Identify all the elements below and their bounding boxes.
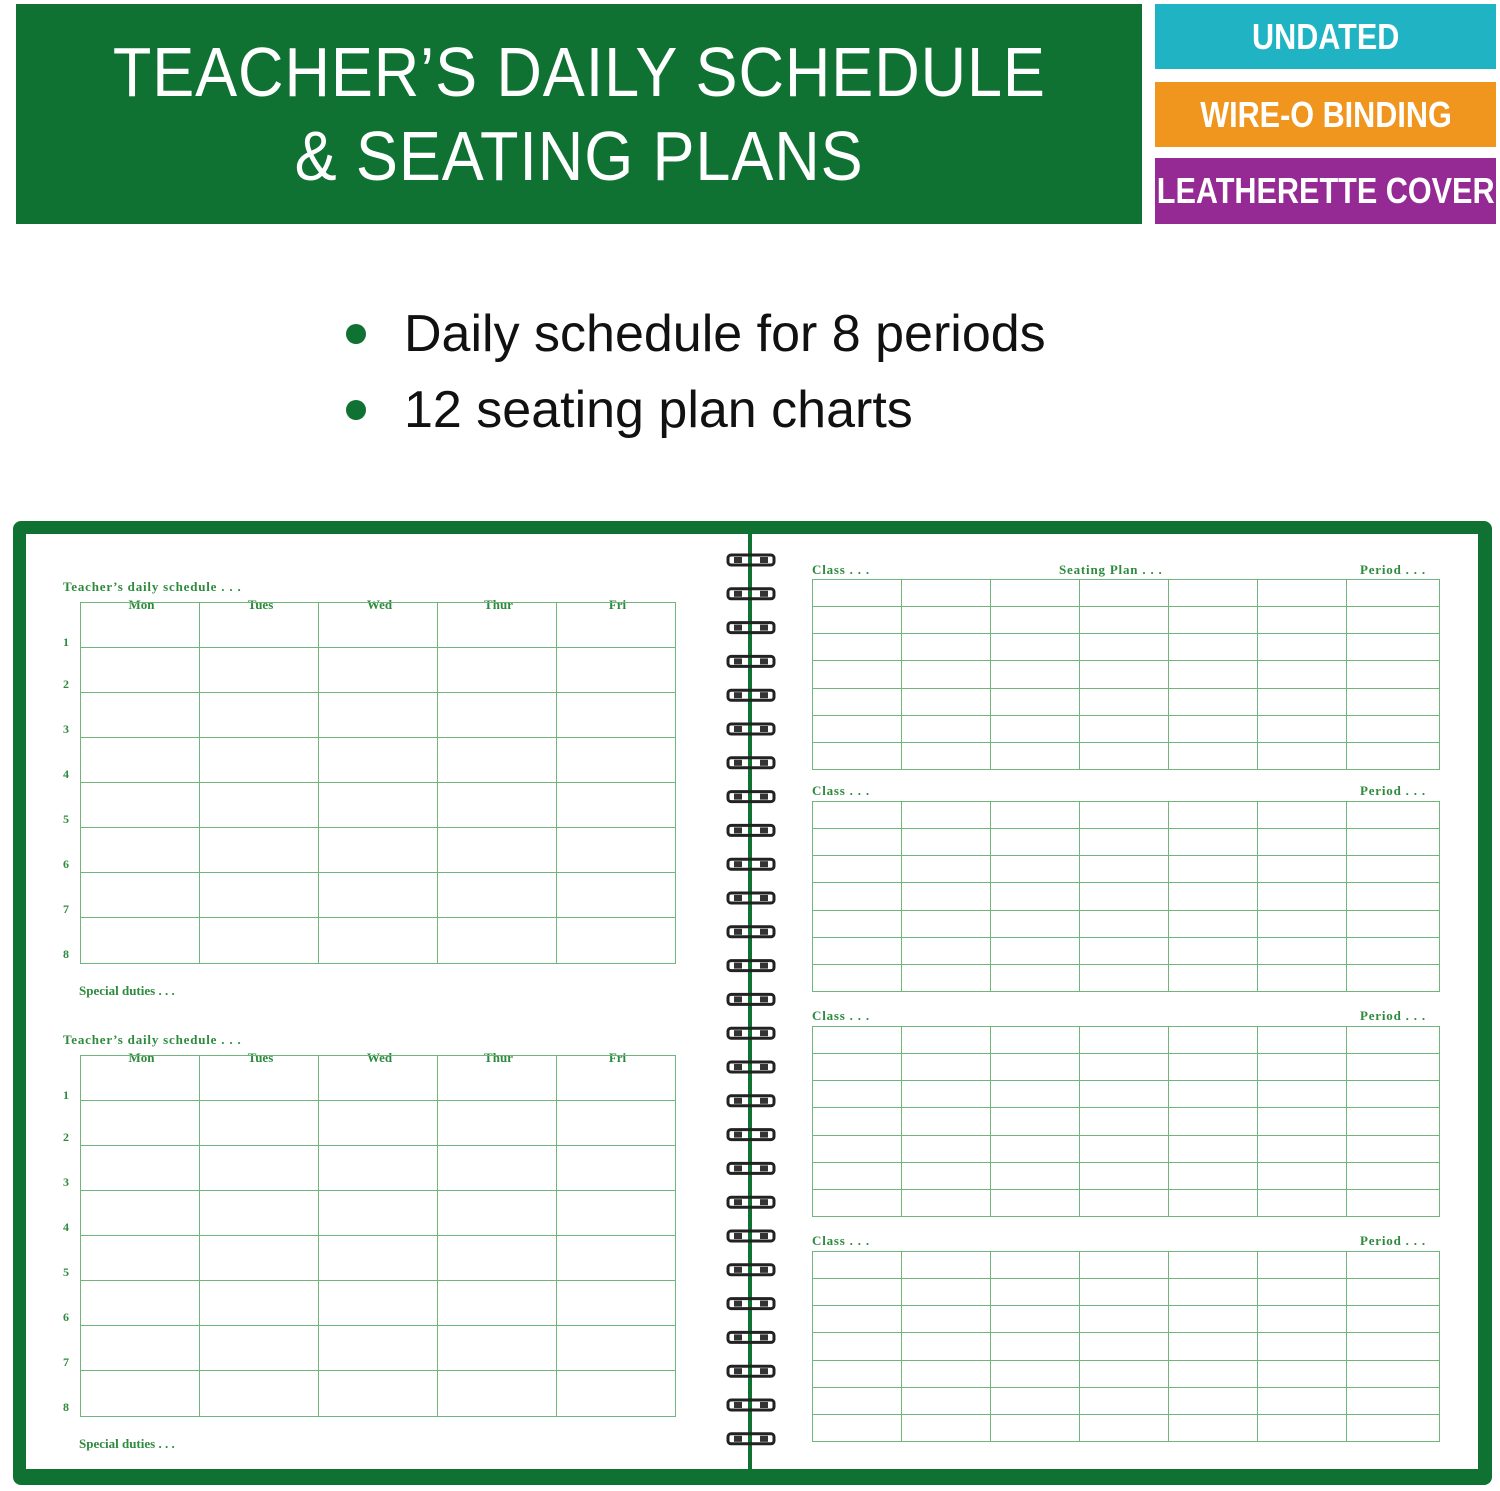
- coil-loop: [728, 1332, 774, 1342]
- day-label: Fri: [608, 597, 627, 612]
- period-number: 8: [63, 1400, 69, 1414]
- seating-grid: [812, 801, 1441, 993]
- title-line-2: & SEATING PLANS: [294, 117, 864, 195]
- coil-loop: [728, 859, 774, 869]
- title-banner: [16, 4, 1142, 224]
- period-number: 3: [63, 722, 69, 736]
- class-label: Class . . .: [812, 783, 870, 798]
- period-label: Period . . .: [1360, 1008, 1426, 1023]
- day-label: Wed: [366, 1050, 393, 1065]
- coil-loop: [728, 1400, 774, 1410]
- special-duties-label: Special duties . . .: [79, 983, 175, 998]
- feature-text: Daily schedule for 8 periods: [404, 305, 1046, 363]
- day-label: Mon: [128, 597, 155, 612]
- period-number: 6: [63, 857, 69, 871]
- schedule-grid: [80, 1055, 677, 1418]
- seating-grid: [812, 1251, 1441, 1443]
- coil-loop: [728, 1130, 774, 1140]
- right-page: [752, 534, 1478, 1469]
- coil-loop: [728, 623, 774, 633]
- coil-loop: [728, 724, 774, 734]
- coil-loop: [728, 1197, 774, 1207]
- coil-loop: [728, 555, 774, 565]
- coil-loop: [728, 589, 774, 599]
- feature-list: [340, 296, 1046, 448]
- feature-text: 12 seating plan charts: [404, 381, 913, 439]
- period-number: 3: [63, 1175, 69, 1189]
- coil-loop: [728, 825, 774, 835]
- coil-loop: [728, 758, 774, 768]
- coil-loop: [728, 1028, 774, 1038]
- class-label: Class . . .: [812, 562, 870, 577]
- coil-loop: [728, 1163, 774, 1173]
- class-label: Class . . .: [812, 1008, 870, 1023]
- coil-loop: [728, 1265, 774, 1275]
- day-label: Tues: [247, 1050, 274, 1065]
- coil-loop: [728, 1096, 774, 1106]
- coil-loop: [728, 961, 774, 971]
- schedule-title: Teacher’s daily schedule . . .: [63, 1032, 242, 1047]
- period-number: 2: [63, 677, 69, 691]
- period-label: Period . . .: [1360, 562, 1426, 577]
- seating-plan-label: Seating Plan . . .: [1059, 562, 1163, 577]
- coil-loop: [728, 792, 774, 802]
- coil-loop: [728, 1231, 774, 1241]
- notebook: [13, 521, 1492, 1485]
- day-label: Tues: [247, 597, 274, 612]
- day-label: Mon: [128, 1050, 155, 1065]
- schedule-title: Teacher’s daily schedule . . .: [63, 579, 242, 594]
- feature-item: [340, 296, 1046, 372]
- coil-loop: [728, 690, 774, 700]
- bullet-dot-icon: [346, 324, 366, 344]
- seating-grid: [812, 1026, 1441, 1218]
- wire-o-binding-tag: WIRE-O BINDING: [1155, 82, 1496, 147]
- period-label: Period . . .: [1360, 783, 1426, 798]
- coil-loop: [728, 994, 774, 1004]
- day-label: Fri: [608, 1050, 627, 1065]
- period-label: Period . . .: [1360, 1233, 1426, 1248]
- undated-tag: UNDATED: [1155, 4, 1496, 69]
- special-duties-label: Special duties . . .: [79, 1436, 175, 1451]
- period-number: 8: [63, 947, 69, 961]
- coil-loop: [728, 656, 774, 666]
- period-number: 7: [63, 1355, 69, 1369]
- title-line-1: TEACHER’S DAILY SCHEDULE: [112, 33, 1046, 111]
- coil-loop: [728, 1062, 774, 1072]
- day-label: Thur: [484, 1050, 513, 1065]
- class-label: Class . . .: [812, 1233, 870, 1248]
- coil-loop: [728, 927, 774, 937]
- coil-loop: [728, 1299, 774, 1309]
- coil-loop: [728, 1366, 774, 1376]
- period-number: 2: [63, 1130, 69, 1144]
- coil-loop: [728, 1434, 774, 1444]
- period-number: 1: [63, 635, 69, 649]
- period-number: 1: [63, 1088, 69, 1102]
- period-number: 7: [63, 902, 69, 916]
- bullet-dot-icon: [346, 400, 366, 420]
- feature-item: [340, 372, 1046, 448]
- seating-grid: [812, 579, 1441, 771]
- period-number: 5: [63, 1265, 69, 1279]
- period-number: 4: [63, 1220, 69, 1234]
- leatherette-cover-tag: LEATHERETTE COVER: [1155, 158, 1496, 224]
- left-page: [26, 534, 748, 1469]
- schedule-grid: [80, 602, 677, 965]
- day-label: Thur: [484, 597, 513, 612]
- period-number: 6: [63, 1310, 69, 1324]
- coil-loop: [728, 893, 774, 903]
- day-label: Wed: [366, 597, 393, 612]
- wire-o-binding-icon: [726, 551, 778, 1451]
- period-number: 4: [63, 767, 69, 781]
- period-number: 5: [63, 812, 69, 826]
